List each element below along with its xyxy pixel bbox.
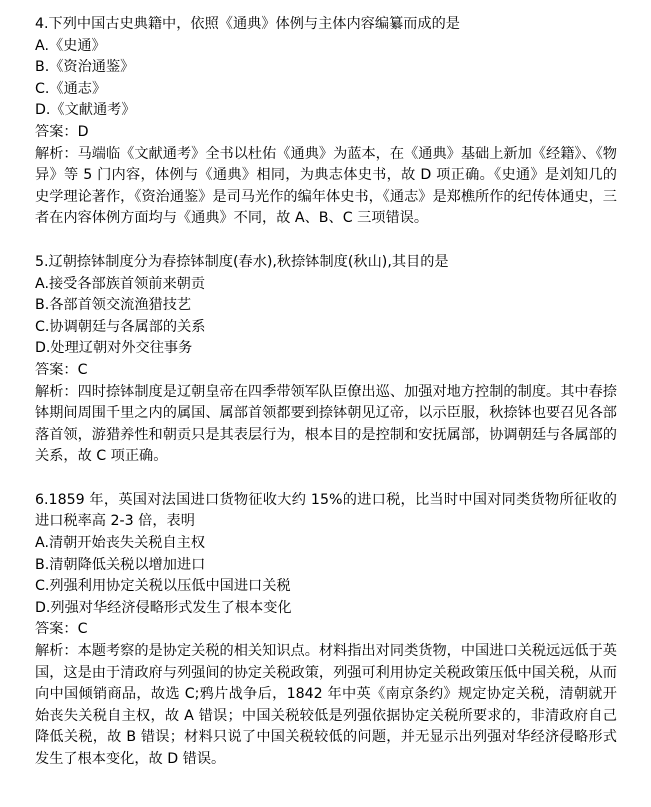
option-b: B.清朝降低关税以增加进口 bbox=[35, 556, 206, 573]
option-d: D.处理辽朝对外交往事务 bbox=[35, 340, 193, 357]
analysis: 解析：本题考察的是协定关税的相关知识点。材料指出对同类货物，中国进口关税远远低于英国，这是由于清政府与列强间的协定关税政策，列强可利用协定关税政策压低中国关税，从而向中国倾销商品，故选 C;鸦片战争后，1842 年中英《南京条约》规定协定关税，清朝就开始丧失关税自主权，故 A 错误；中国关税较低是列强依据协定关税所要求的，非清政府自己降低关税，故 B 错误；材料只说了中国关税较低的问题，并无显示出列强对华经济侵略形式发生了根本变化，故 D 错误。 bbox=[35, 643, 617, 767]
question-stem: 6.1859 年，英国对法国进口货物征收大约 15%的进口税，比当时中国对同类货物所征收的进口税率高 2-3 倍，表明 bbox=[35, 491, 617, 530]
analysis: 解析：四时捺钵制度是辽朝皇帝在四季带领军队臣僚出巡、加强对地方控制的制度。其中春捺钵期间周围千里之内的属国、属部首领都要到捺钵朝见辽帝，以示臣服，秋捺钵也要召见各部落首领，游猎养性和朝贡只是其表层行为，根本目的是控制和安抚属部，协调朝廷与各属部的关系，故 C 项正确。 bbox=[35, 383, 617, 465]
option-a: A.接受各部族首领前来朝贡 bbox=[35, 275, 206, 292]
option-b: B.各部首领交流渔猎技艺 bbox=[35, 297, 192, 314]
question-stem: 4.下列中国古史典籍中，依照《通典》体例与主体内容编纂而成的是 bbox=[35, 16, 460, 32]
option-a: A.《史通》 bbox=[35, 37, 106, 54]
question-stem: 5.辽朝捺钵制度分为春捺钵制度(春水),秋捺钵制度(秋山),其目的是 bbox=[35, 253, 449, 270]
question-4 bbox=[35, 14, 617, 230]
answer: 答案：D bbox=[35, 123, 89, 140]
question-5 bbox=[35, 252, 617, 468]
option-c: C.列强利用协定关税以压低中国进口关税 bbox=[35, 578, 291, 595]
question-6 bbox=[35, 490, 617, 771]
option-c: C.《通志》 bbox=[35, 80, 107, 97]
answer: 答案：C bbox=[35, 621, 88, 638]
option-d: D.列强对华经济侵略形式发生了根本变化 bbox=[35, 599, 292, 616]
option-b: B.《资治通鉴》 bbox=[35, 59, 135, 76]
option-c: C.协调朝廷与各属部的关系 bbox=[35, 318, 206, 335]
option-d: D.《文献通考》 bbox=[35, 102, 136, 119]
document-page bbox=[35, 14, 617, 793]
option-a: A.清朝开始丧失关税自主权 bbox=[35, 535, 206, 552]
answer: 答案：C bbox=[35, 361, 88, 378]
analysis: 解析：马端临《文献通考》全书以杜佑《通典》为蓝本，在《通典》基础上新加《经籍》、《物异》等 5 门内容，体例与《通典》相同，为典志体史书，故 D 项正确。《史通》是刘知几的史学理论著作，《资治通鉴》是司马光作的编年体史书，《通志》是郑樵所作的纪传体通史，三者在内容体例方面均与《通典》不同，故 A、B、C 三项错误。 bbox=[35, 145, 617, 227]
